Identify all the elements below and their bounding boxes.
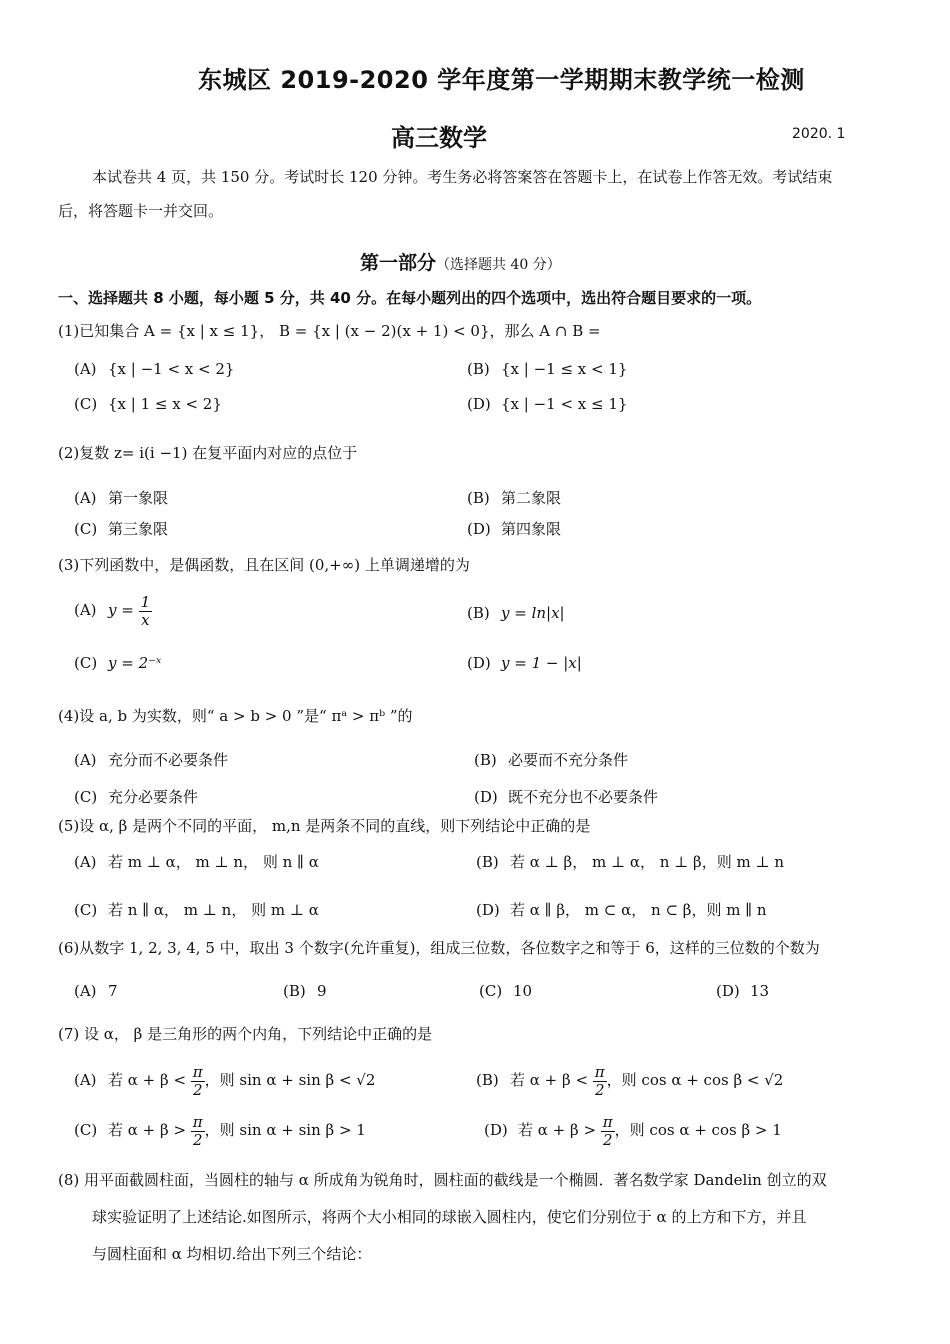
option-text: 既不充分也不必要条件 xyxy=(508,788,659,806)
option-label: (D) xyxy=(467,654,491,672)
fraction xyxy=(191,1064,205,1098)
option-label: (A) xyxy=(74,751,97,769)
option-label: (C) xyxy=(74,901,98,919)
option-text: 第一象限 xyxy=(108,489,169,507)
question-1-option-d xyxy=(467,395,627,413)
option-label: (C) xyxy=(74,654,98,672)
question-1-option-b xyxy=(467,360,627,378)
question-4-option-d xyxy=(474,786,658,807)
question-6-option-b xyxy=(283,982,327,1000)
question-4-option-b xyxy=(474,749,628,770)
question-3-option-c xyxy=(74,654,161,672)
question-3-option-d xyxy=(467,654,582,672)
question-8-line-2: 球实验证明了上述结论.如图所示，将两个大小相同的球嵌入圆柱内，使它们分别位于 α 的上方和下方，并且 xyxy=(92,1208,807,1226)
section-one-instructions: 一、选择题共 8 小题，每小题 5 分，共 40 分。在每小题列出的四个选项中，选出符合题目要求的一项。 xyxy=(58,289,762,307)
part-one-heading xyxy=(360,248,561,275)
question-5-option-d xyxy=(476,899,767,920)
question-6-stem: (6)从数字 1, 2, 3, 4, 5 中，取出 3 个数字(允许重复)，组成三位数，各位数字之和等于 6，这样的三位数的个数为 xyxy=(58,939,820,957)
option-label: (B) xyxy=(467,489,490,507)
fraction-denominator: 2 xyxy=(192,1080,203,1099)
question-4-option-c xyxy=(74,786,198,807)
question-3-stem: (3)下列函数中，是偶函数，且在区间 (0,+∞) 上单调递增的为 xyxy=(58,556,470,574)
option-text: 第四象限 xyxy=(501,520,562,538)
fraction xyxy=(601,1114,615,1148)
instructions-line-1: 本试卷共 4 页，共 150 分。考试时长 120 分钟。考生务必将答案答在答题卡上，在试卷上作答无效。考试结束 xyxy=(92,168,833,186)
instructions-line-2: 后，将答题卡一并交回。 xyxy=(58,202,224,220)
option-text: 10 xyxy=(513,982,533,1000)
option-text: 充分必要条件 xyxy=(108,788,199,806)
fraction-numerator: π xyxy=(594,1063,605,1081)
option-post: ，则 sin α + sin β > 1 xyxy=(204,1121,366,1139)
option-text: 7 xyxy=(108,982,118,1000)
option-text: {x | −1 < x ≤ 1} xyxy=(501,395,628,413)
option-text: 13 xyxy=(750,982,770,1000)
option-label: (C) xyxy=(74,788,98,806)
question-6-option-a xyxy=(74,982,118,1000)
option-text: {x | 1 ≤ x < 2} xyxy=(108,395,222,413)
option-pre: 若 α + β < xyxy=(108,1071,187,1089)
option-text: 若 n ∥ α， m ⊥ n， 则 m ⊥ α xyxy=(108,901,319,919)
fraction-denominator: 2 xyxy=(192,1130,203,1149)
option-text: 若 α ⊥ β， m ⊥ α， n ⊥ β，则 m ⊥ n xyxy=(510,853,785,871)
exam-title: 东城区 2019-2020 学年度第一学期期末教学统一检测 xyxy=(198,66,805,94)
option-pre: 若 α + β > xyxy=(108,1121,187,1139)
option-post: ，则 sin α + sin β < √2 xyxy=(204,1071,376,1089)
question-5-stem: (5)设 α, β 是两个不同的平面， m,n 是两条不同的直线，则下列结论中正确的是 xyxy=(58,817,591,835)
option-text: {x | −1 < x < 2} xyxy=(108,360,235,378)
option-pre: 若 α + β > xyxy=(518,1121,597,1139)
option-text: 第三象限 xyxy=(108,520,169,538)
option-text: {x | −1 ≤ x < 1} xyxy=(501,360,628,378)
option-text: 充分而不必要条件 xyxy=(108,751,229,769)
option-label: (B) xyxy=(474,751,497,769)
option-text: y = ln|x| xyxy=(501,604,565,622)
question-8-line-3: 与圆柱面和 α 均相切.给出下列三个结论： xyxy=(92,1245,372,1263)
fraction-numerator: π xyxy=(602,1113,613,1131)
option-label: (A) xyxy=(74,360,97,378)
option-text: 必要而不充分条件 xyxy=(508,751,629,769)
question-1-option-c xyxy=(74,395,222,413)
fraction xyxy=(139,594,153,628)
option-text: 第二象限 xyxy=(501,489,562,507)
question-2-option-c xyxy=(74,518,168,539)
question-7-option-c xyxy=(74,1114,366,1148)
option-post: ，则 cos α + cos β < √2 xyxy=(606,1071,784,1089)
option-pre: 若 α + β < xyxy=(510,1071,589,1089)
option-text: 9 xyxy=(317,982,327,1000)
question-5-option-a xyxy=(74,851,319,872)
question-2-option-b xyxy=(467,487,561,508)
option-text: 若 α ∥ β， m ⊂ α， n ⊂ β，则 m ∥ n xyxy=(510,901,767,919)
option-label: (D) xyxy=(467,395,491,413)
option-label: (C) xyxy=(74,1121,98,1139)
question-2-stem: (2)复数 z= i(i −1) 在复平面内对应的点位于 xyxy=(58,444,358,462)
question-2-option-d xyxy=(467,518,561,539)
option-label: (A) xyxy=(74,982,97,1000)
option-text: 若 m ⊥ α， m ⊥ n， 则 n ∥ α xyxy=(108,853,319,871)
option-label: (B) xyxy=(467,360,490,378)
fraction xyxy=(593,1064,607,1098)
option-label: (A) xyxy=(74,489,97,507)
question-6-option-c xyxy=(479,982,532,1000)
question-3-option-b xyxy=(467,604,565,622)
option-text: y = xyxy=(108,601,134,619)
question-8-line-1: (8) 用平面截圆柱面，当圆柱的轴与 α 所成角为锐角时，圆柱面的截线是一个椭圆．著名数学家 Dandelin 创立的双 xyxy=(58,1171,827,1189)
subject-title: 高三数学 xyxy=(391,124,487,152)
fraction-denominator: x xyxy=(141,610,150,629)
option-label: (B) xyxy=(467,604,490,622)
fraction-numerator: π xyxy=(192,1063,203,1081)
fraction-denominator: 2 xyxy=(594,1080,605,1099)
option-label: (B) xyxy=(283,982,306,1000)
question-7-option-b xyxy=(476,1064,783,1098)
option-text: y = 1 − |x| xyxy=(501,654,582,672)
part-one-title: 第一部分 xyxy=(360,252,437,274)
fraction xyxy=(191,1114,205,1148)
question-7-option-d xyxy=(484,1114,782,1148)
question-7-option-a xyxy=(74,1064,375,1098)
fraction-numerator: 1 xyxy=(140,593,151,611)
option-label: (D) xyxy=(484,1121,508,1139)
option-label: (A) xyxy=(74,853,97,871)
question-5-option-b xyxy=(476,851,784,872)
exam-date: 2020. 1 xyxy=(792,126,846,142)
fraction-denominator: 2 xyxy=(602,1130,613,1149)
question-6-option-d xyxy=(716,982,769,1000)
question-5-option-c xyxy=(74,899,319,920)
option-label: (D) xyxy=(467,520,491,538)
fraction-numerator: π xyxy=(192,1113,203,1131)
option-label: (D) xyxy=(476,901,500,919)
option-label: (D) xyxy=(474,788,498,806)
question-4-stem: (4)设 a, b 为实数，则“ a > b > 0 ”是“ πᵃ > πᵇ ”的 xyxy=(58,707,413,725)
option-label: (C) xyxy=(74,395,98,413)
option-label: (B) xyxy=(476,1071,499,1089)
question-1-option-a xyxy=(74,360,234,378)
question-2-option-a xyxy=(74,487,168,508)
option-label: (A) xyxy=(74,1071,97,1089)
question-7-stem: (7) 设 α， β 是三角形的两个内角，下列结论中正确的是 xyxy=(58,1025,433,1043)
question-3-option-a xyxy=(74,594,152,628)
option-post: ，则 cos α + cos β > 1 xyxy=(614,1121,782,1139)
option-label: (C) xyxy=(479,982,503,1000)
question-4-option-a xyxy=(74,749,228,770)
option-label: (D) xyxy=(716,982,740,1000)
option-label: (A) xyxy=(74,601,97,619)
question-1-stem: (1)已知集合 A = {x | x ≤ 1}， B = {x | (x − 2)(x + 1) < 0}，那么 A ∩ B = xyxy=(58,322,601,340)
option-label: (C) xyxy=(74,520,98,538)
part-one-note: （选择题共 40 分） xyxy=(436,257,561,273)
option-text: y = 2⁻ˣ xyxy=(108,654,162,672)
option-label: (B) xyxy=(476,853,499,871)
